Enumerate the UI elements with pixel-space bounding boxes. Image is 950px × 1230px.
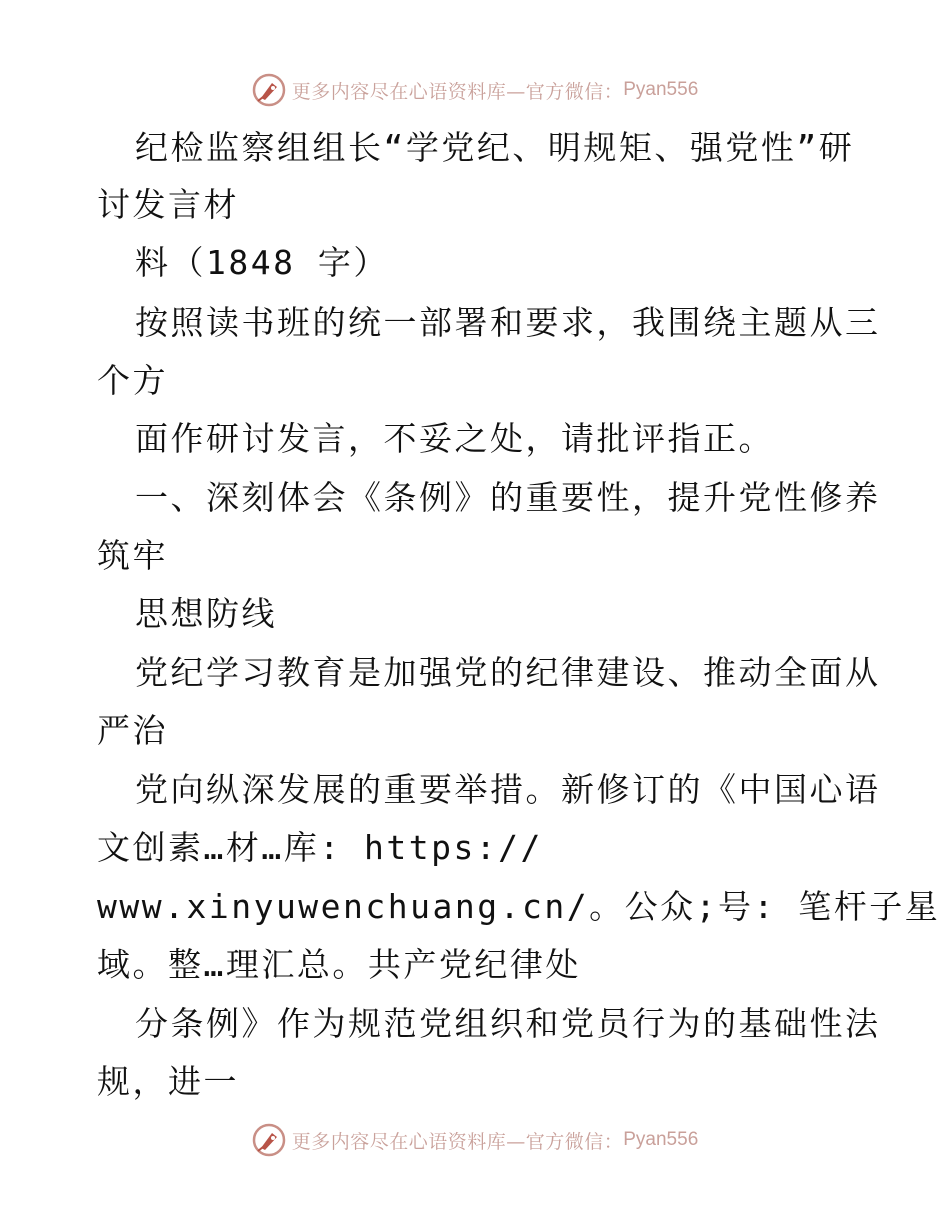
watermark-banner-bottom — [0, 1120, 950, 1160]
watermark-text: 更多内容尽在心语资料库—官方微信： — [291, 1130, 624, 1153]
paragraph-line: 严治 — [97, 711, 168, 750]
watermark-banner-top — [0, 70, 950, 110]
watermark-handle: Pyan556 — [623, 1129, 699, 1150]
section-heading-line: 思想防线 — [135, 594, 277, 633]
paragraph-line: 文创素…材…库: https:// — [97, 828, 543, 867]
paragraph-line: 党纪学习教育是加强党的纪律建设、推动全面从 — [135, 653, 881, 692]
paragraph-line: 分条例》作为规范党组织和党员行为的基础性法 — [135, 1004, 881, 1043]
section-heading-line: 筑牢 — [97, 536, 168, 575]
title-line-2: 讨发言材 — [97, 185, 239, 224]
pen-nib-logo-icon — [252, 1123, 286, 1157]
paragraph-line: 规，进一 — [97, 1062, 239, 1101]
title-line-3: 料（1848 字） — [135, 243, 389, 282]
paragraph-line: 域。整…理汇总。共产党纪律处 — [97, 945, 581, 984]
watermark-text: 更多内容尽在心语资料库—官方微信： — [291, 80, 624, 103]
pen-nib-logo-icon — [252, 73, 286, 107]
paragraph-line: 个方 — [97, 361, 168, 400]
paragraph-line: 面作研讨发言，不妥之处，请批评指正。 — [135, 419, 774, 458]
paragraph-line: 按照读书班的统一部署和要求，我围绕主题从三 — [135, 303, 881, 342]
title-line-1: 纪检监察组组长“学党纪、明规矩、强党性”研 — [135, 128, 855, 167]
section-heading-line: 一、深刻体会《条例》的重要性，提升党性修养 — [135, 478, 881, 517]
paragraph-line: 党向纵深发展的重要举措。新修订的《中国心语 — [135, 770, 881, 809]
paragraph-line: www.xinyuwenchuang.cn/。公众;号: 笔杆子星 — [97, 887, 941, 926]
watermark-handle: Pyan556 — [623, 79, 699, 100]
